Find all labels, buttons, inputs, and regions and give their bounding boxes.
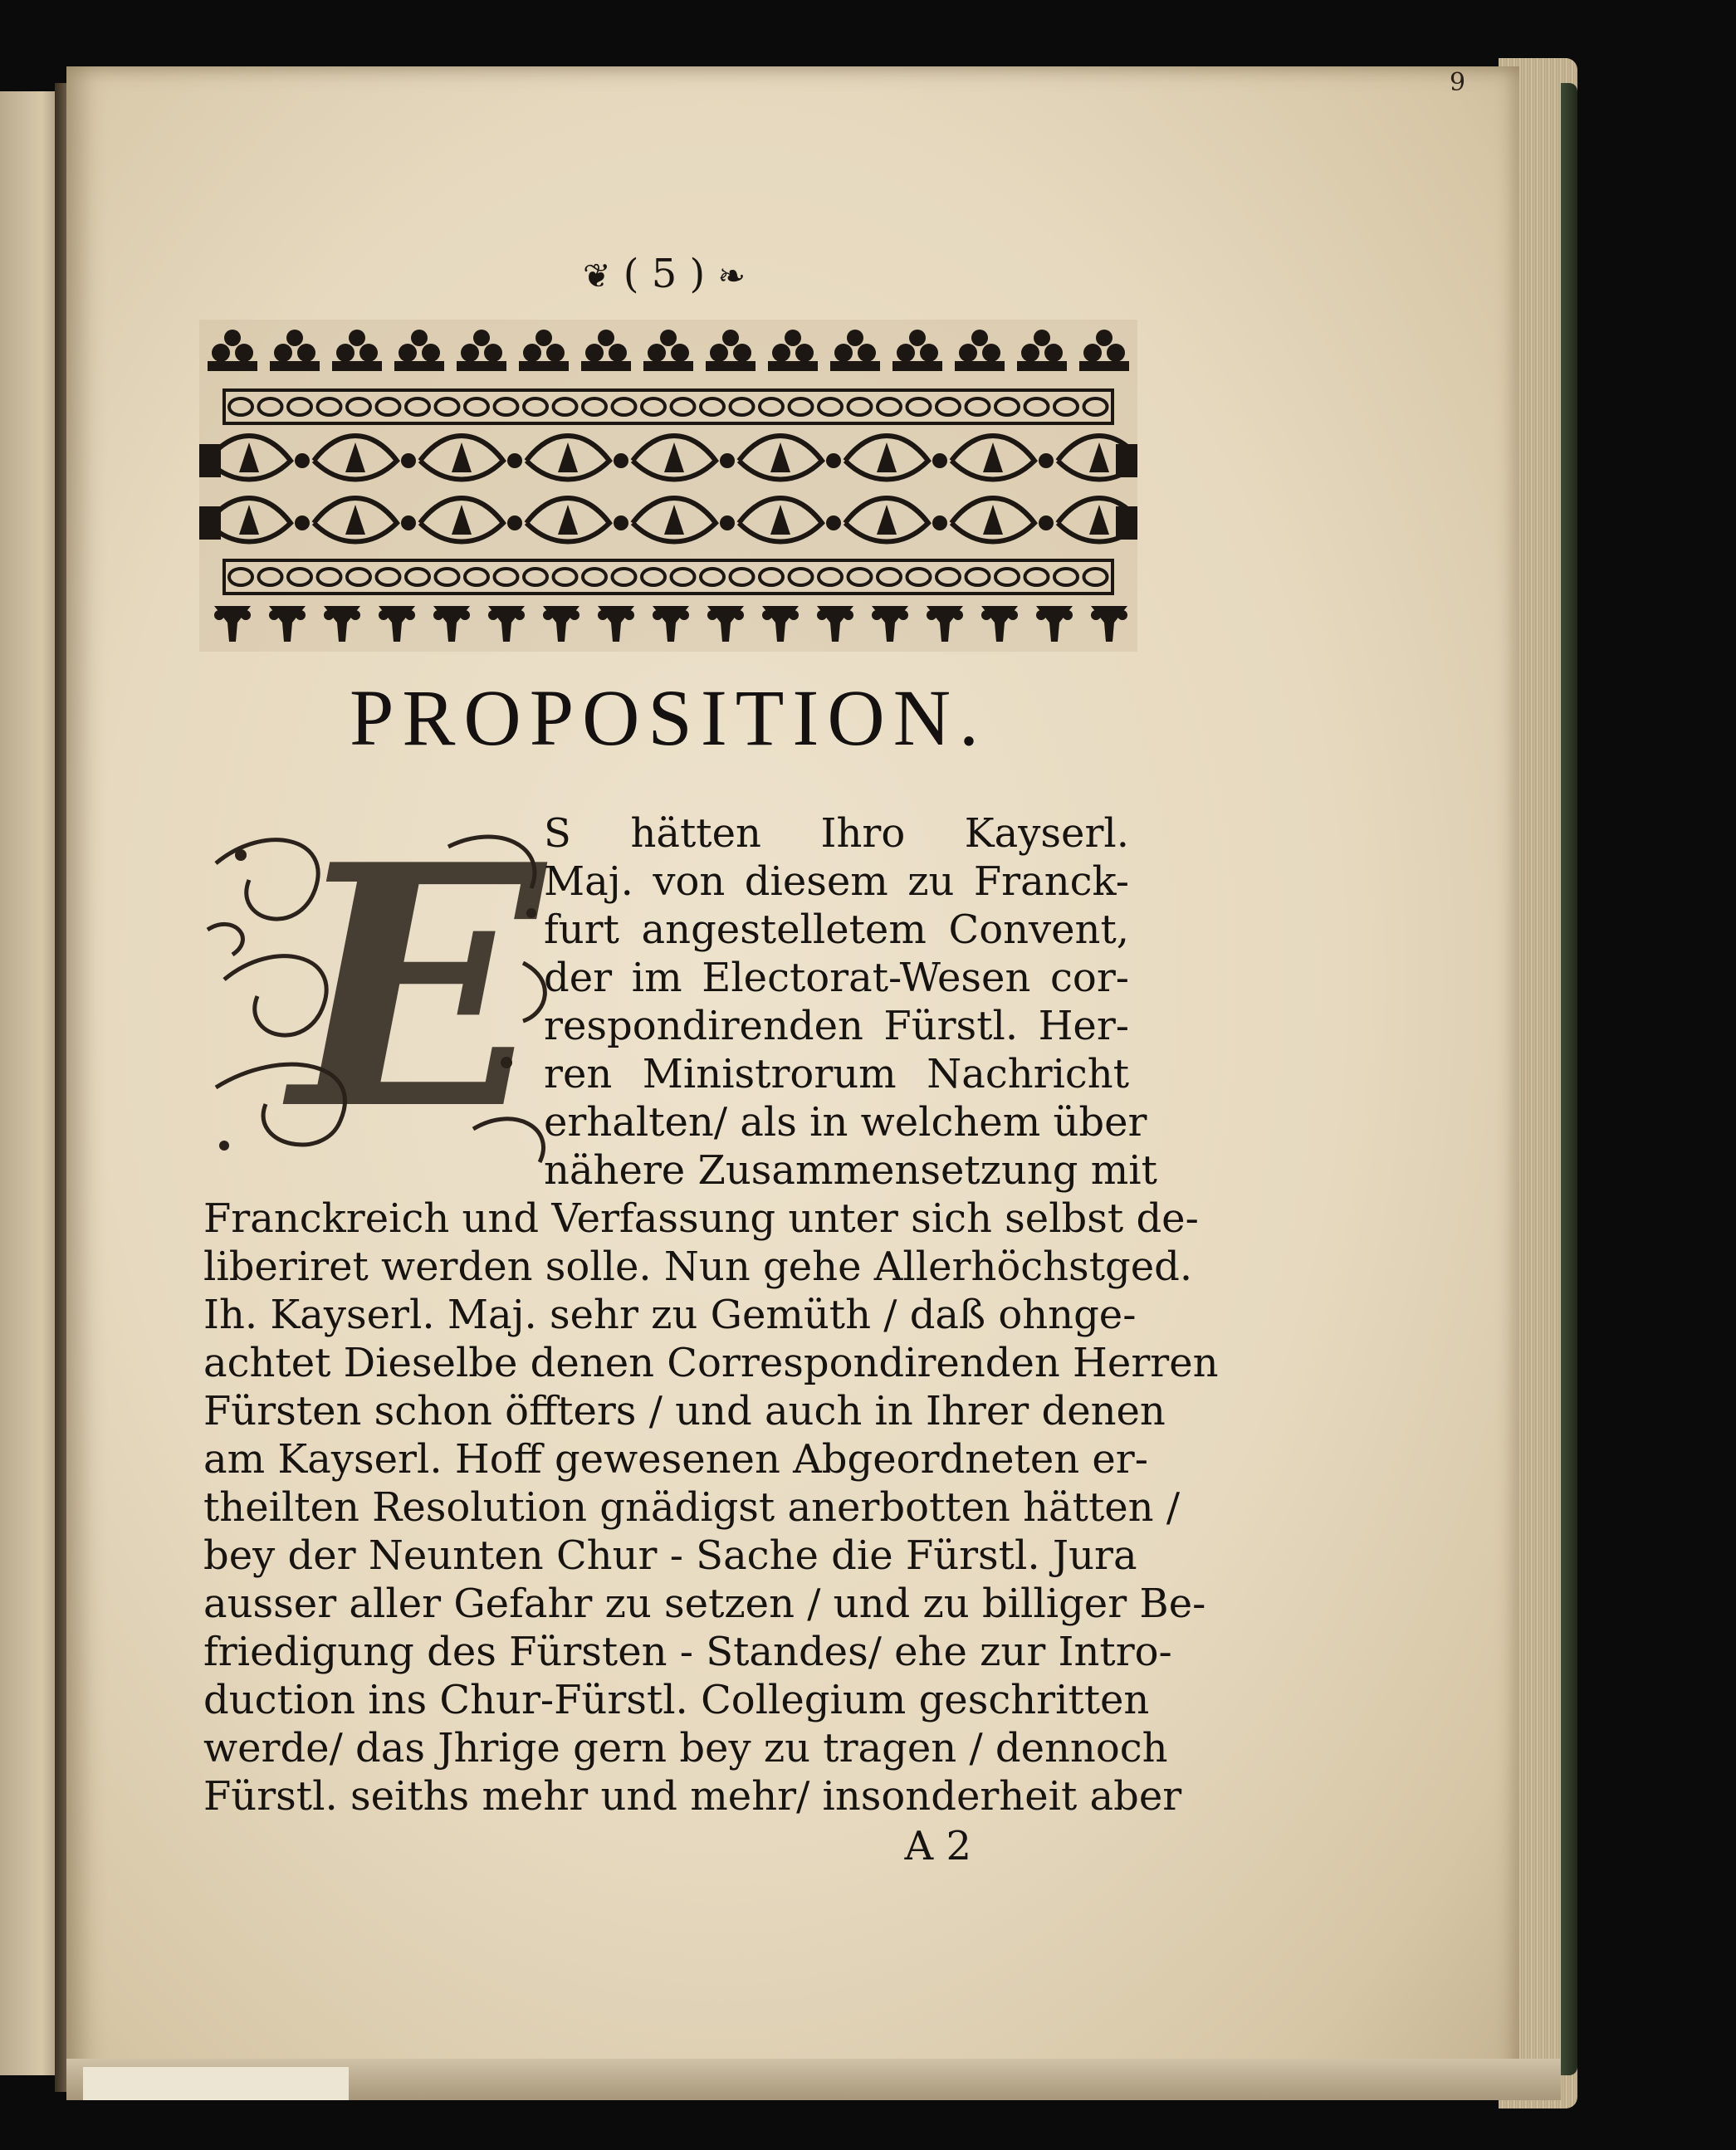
page-number: ( 5 ): [623, 251, 706, 297]
drop-cap-letter: E: [291, 793, 544, 1183]
text-line: Fürsten schon öffters / und auch in Ihrer denen: [203, 1388, 1166, 1434]
text-line: Ih. Kayserl. Maj. sehr zu Gemüth / daß ohnge-: [203, 1292, 1137, 1338]
text-line: liberiret werden solle. Nun gehe Allerhöchstged.: [203, 1244, 1193, 1290]
text-line: nähere Zusammensetzung mit: [544, 1147, 1157, 1194]
left-page-edge: [0, 91, 60, 2075]
text-line: der im Electorat-Wesen cor-: [544, 955, 1129, 1001]
bottom-sheet-scrap: [83, 2067, 349, 2100]
headpiece-ornament: [199, 320, 1137, 652]
text-line: Maj. von diesem zu Franck-: [544, 858, 1129, 905]
decorated-initial: [199, 793, 573, 1183]
text-line: ausser aller Gefahr zu setzen / und zu billiger Be-: [203, 1581, 1206, 1627]
text-line: werde/ das Jhrige gern bey zu tragen / dennoch: [203, 1725, 1168, 1771]
text-line: friedigung des Fürsten - Standes/ ehe zur Intro-: [203, 1629, 1172, 1675]
page-title: PROPOSITION.: [349, 673, 988, 762]
signature-mark: A 2: [904, 1823, 971, 1869]
text-line: respondirenden Fürstl. Her-: [544, 1003, 1129, 1049]
text-line: Franckreich und Verfassung unter sich selbst de-: [203, 1195, 1199, 1242]
text-line: achtet Dieselbe denen Correspondirenden Herren: [203, 1340, 1219, 1386]
left-fleuron-icon: ❦: [582, 257, 611, 296]
text-line: theilten Resolution gnädigst anerbotten hätten /: [203, 1484, 1180, 1531]
text-line: erhalten/ als in welchem über: [544, 1099, 1147, 1146]
running-head: [548, 249, 780, 299]
corner-page-number: 9: [1450, 68, 1466, 97]
text-line: bey der Neunten Chur - Sache die Fürstl. Jura: [203, 1532, 1137, 1579]
text-line: Fürstl. seiths mehr und mehr/ insonderheit aber: [203, 1773, 1182, 1820]
text-line: duction ins Chur-Fürstl. Collegium geschritten: [203, 1677, 1150, 1723]
text-line: S hätten Ihro Kayserl.: [544, 810, 1129, 857]
right-fleuron-icon: ❧: [717, 257, 746, 296]
text-line: ren Ministrorum Nachricht: [544, 1051, 1129, 1097]
cover-edge: [1561, 83, 1577, 2075]
headpiece-ornament-icon: [199, 320, 1137, 652]
text-line: furt angestelletem Convent,: [544, 906, 1129, 953]
text-line: am Kayserl. Hoff gewesenen Abgeordneten er-: [203, 1436, 1148, 1483]
